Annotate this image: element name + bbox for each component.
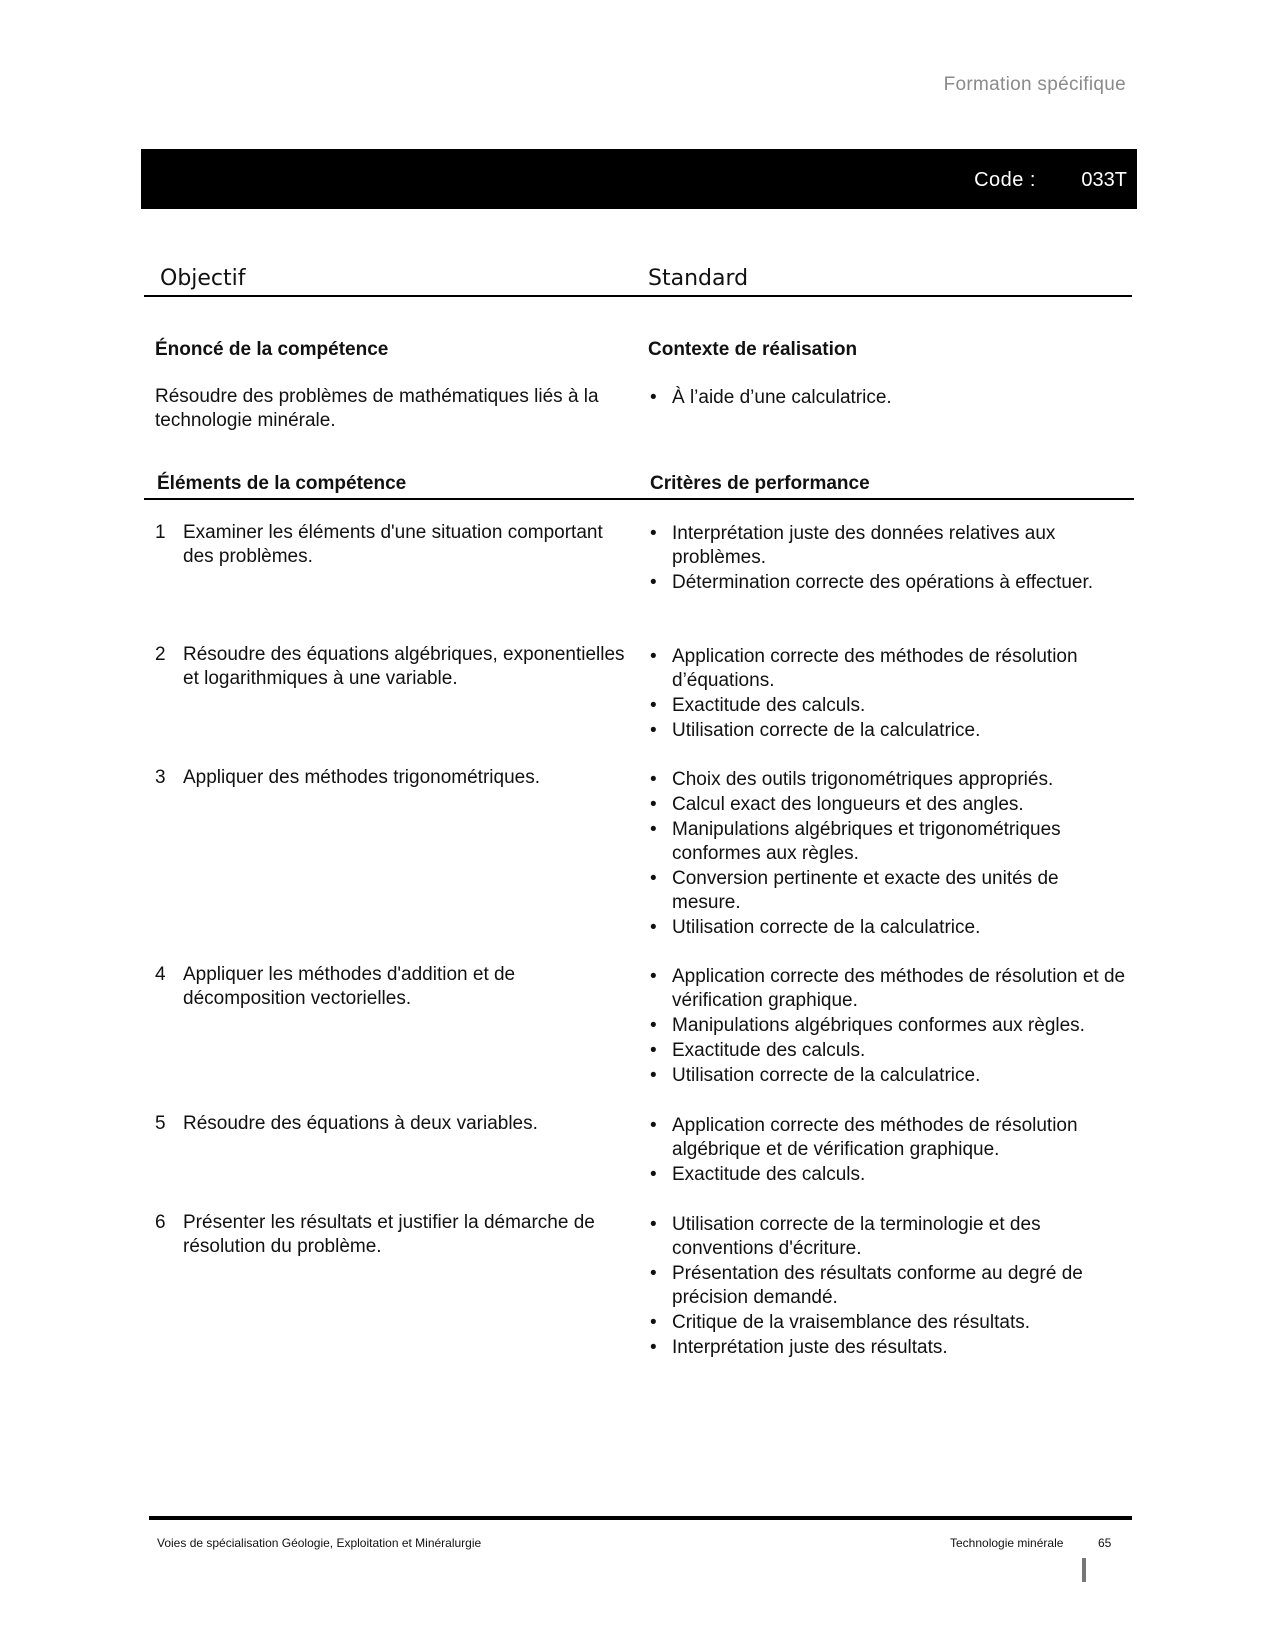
list-item: • Interprétation juste des données relatives aux problèmes. <box>650 523 1056 568</box>
statement-text: Résoudre des problèmes de mathématiques liés à la technologie minérale. <box>155 386 599 431</box>
element-text: Présenter les résultats et justifier la démarche de résolution du problème. <box>183 1212 595 1257</box>
list-item: • Détermination correcte des opérations à effectuer. <box>650 572 1094 593</box>
list-item: • Calcul exact des longueurs et des angles. <box>650 794 1024 815</box>
element-number: 4 <box>155 964 166 985</box>
element-number: 3 <box>155 767 166 788</box>
column-heading-objectif: Objectif <box>160 266 246 291</box>
list-item: • Application correcte des méthodes de résolution et de vérification graphique. <box>650 966 1126 1011</box>
bullet-icon: • <box>650 1312 657 1333</box>
element-text: Appliquer les méthodes d'addition et de décomposition vectorielles. <box>183 964 516 1009</box>
bullet-icon: • <box>650 966 657 987</box>
bullet-icon: • <box>650 646 657 667</box>
bullet-icon: • <box>650 1115 657 1136</box>
list-item: • Exactitude des calculs. <box>650 695 866 716</box>
list-item: • Manipulations algébriques et trigonométriques conformes aux règles. <box>650 819 1061 864</box>
criteria-list-2 <box>648 645 1128 744</box>
element-row-2 <box>155 643 635 691</box>
footer-rule <box>149 1516 1132 1520</box>
page-number: 65 <box>1098 1536 1112 1550</box>
list-item: • Critique de la vraisemblance des résultats. <box>650 1312 1031 1333</box>
list-item: • Choix des outils trigonométriques appropriés. <box>650 769 1054 790</box>
bullet-icon: • <box>650 695 657 716</box>
bullet-icon: • <box>650 387 657 408</box>
header-label: Formation spécifique <box>943 74 1126 95</box>
bullet-icon: • <box>650 917 657 938</box>
bullet-icon: • <box>650 1065 657 1086</box>
element-row-4 <box>155 963 635 1011</box>
list-item: • Application correcte des méthodes de résolution algébrique et de vérification graphique. <box>650 1115 1078 1160</box>
bullet-icon: • <box>650 1015 657 1036</box>
element-text: Résoudre des équations algébriques, exponentielles et logarithmiques à une variable. <box>183 644 625 689</box>
elements-rule <box>144 498 1134 500</box>
page-mark <box>1082 1558 1086 1582</box>
list-item: • Utilisation correcte de la calculatrice. <box>650 917 981 938</box>
element-number: 1 <box>155 522 166 543</box>
bullet-icon: • <box>650 868 657 889</box>
bullet-icon: • <box>650 572 657 593</box>
list-item: • Exactitude des calculs. <box>650 1040 866 1061</box>
list-item: • Conversion pertinente et exacte des unités de mesure. <box>650 868 1059 913</box>
list-item: • À l’aide d’une calculatrice. <box>650 387 892 408</box>
bullet-icon: • <box>650 523 657 544</box>
criteria-title: Critères de performance <box>650 473 870 494</box>
criteria-list-6 <box>648 1213 1128 1361</box>
heading-rule <box>144 295 1132 297</box>
bullet-icon: • <box>650 1040 657 1061</box>
element-row-6 <box>155 1211 635 1259</box>
code-label: Code : <box>974 169 1036 191</box>
element-number: 6 <box>155 1212 166 1233</box>
criteria-list-4 <box>648 965 1128 1089</box>
bullet-icon: • <box>650 1263 657 1284</box>
bullet-icon: • <box>650 819 657 840</box>
element-row-5 <box>155 1112 635 1136</box>
context-list <box>648 386 1118 411</box>
statement-title: Énoncé de la compétence <box>155 339 389 360</box>
bullet-icon: • <box>650 1164 657 1185</box>
criteria-list-3 <box>648 768 1128 941</box>
column-heading-standard: Standard <box>648 266 749 291</box>
element-number: 5 <box>155 1113 166 1134</box>
list-item: • Utilisation correcte de la calculatrice. <box>650 1065 981 1086</box>
elements-title: Éléments de la compétence <box>157 473 407 494</box>
context-title: Contexte de réalisation <box>648 339 858 360</box>
bullet-icon: • <box>650 1337 657 1358</box>
code-band <box>141 149 1137 209</box>
element-text: Examiner les éléments d'une situation comportant des problèmes. <box>183 522 603 567</box>
bullet-icon: • <box>650 769 657 790</box>
bullet-icon: • <box>650 720 657 741</box>
footer-left-text: Voies de spécialisation Géologie, Exploitation et Minéralurgie <box>157 1536 482 1550</box>
list-item: • Utilisation correcte de la terminologie et des conventions d'écriture. <box>650 1214 1041 1259</box>
list-item: • Application correcte des méthodes de résolution d’équations. <box>650 646 1078 691</box>
code-value: 033T <box>1081 169 1127 191</box>
criteria-list-1 <box>648 522 1128 596</box>
element-text: Appliquer des méthodes trigonométriques. <box>183 767 540 788</box>
list-item: • Exactitude des calculs. <box>650 1164 866 1185</box>
list-item: • Interprétation juste des résultats. <box>650 1337 948 1358</box>
list-item: • Présentation des résultats conforme au degré de précision demandé. <box>650 1263 1083 1308</box>
footer-right-text: Technologie minérale <box>950 1536 1064 1550</box>
element-text: Résoudre des équations à deux variables. <box>183 1113 538 1134</box>
bullet-icon: • <box>650 794 657 815</box>
element-row-3 <box>155 766 635 790</box>
criteria-list-5 <box>648 1114 1128 1188</box>
list-item: • Utilisation correcte de la calculatrice. <box>650 720 981 741</box>
list-item: • Manipulations algébriques conformes aux règles. <box>650 1015 1085 1036</box>
bullet-icon: • <box>650 1214 657 1235</box>
element-number: 2 <box>155 644 166 665</box>
element-row-1 <box>155 521 635 569</box>
